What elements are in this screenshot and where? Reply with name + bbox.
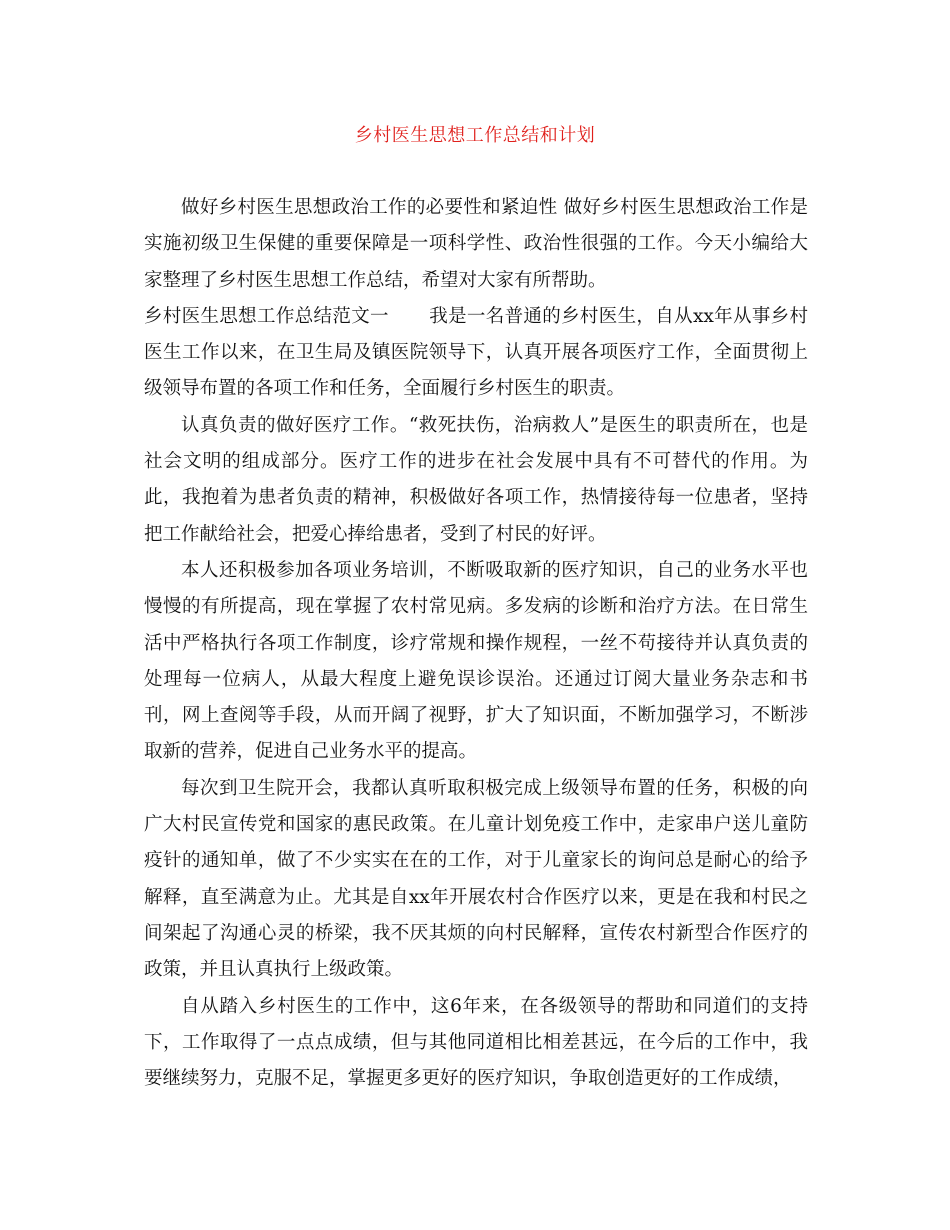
paragraph-meetings: 每次到卫生院开会，我都认真听取积极完成上级领导布置的任务，积极的向广大村民宣传党和国家的惠民政策。在儿童计划免疫工作中，走家串户送儿童防疫针的通知单，做了不少实实在在的工作，对于儿童家长的询问总是耐心的给予解释，直至满意为止。尤其是自xx年开展农村合作医疗以来，更是在我和村民之间架起了沟通心灵的桥梁，我不厌其烦的向村民解释，宣传农村新型合作医疗的政策，并且认真执行上级政策。: [144, 777, 808, 981]
paragraph-intro: 做好乡村医生思想政治工作的必要性和紧迫性 做好乡村医生思想政治工作是实施初级卫生保健的重要保障是一项科学性、政治性很强的工作。今天小编给大家整理了乡村医生思想工作总结，希望对大家有所帮助。: [144, 197, 808, 291]
paragraph-sample-one: [144, 299, 808, 408]
paragraph-training: 本人还积极参加各项业务培训，不断吸取新的医疗知识，自己的业务水平也慢慢的有所提高，现在掌握了农村常见病。多发病的诊断和治疗方法。在日常生活中严格执行各项工作制度，诊疗常规和操作规程，一丝不苟接待并认真负责的处理每一位病人，从最大程度上避免误诊误治。还通过订阅大量业务杂志和书刊，网上查阅等手段，从而开阔了视野，扩大了知识面，不断加强学习，不断涉取新的营养，促进自己业务水平的提高。: [144, 559, 808, 763]
section-heading: 乡村医生思想工作总结范文一: [144, 305, 389, 327]
paragraph-conclusion: 自从踏入乡村医生的工作中，这6年来，在各级领导的帮助和同道们的支持下，工作取得了一点点成绩，但与其他同道相比相差甚远，在今后的工作中，我要继续努力，克服不足，掌握更多更好的医疗知识，争取创造更好的工作成绩，: [144, 995, 808, 1090]
paragraph-medical-work: 认真负责的做好医疗工作。“救死扶伤，治病救人”是医生的职责所在，也是社会文明的组成部分。医疗工作的进步在社会发展中具有不可替代的作用。为此，我抱着为患者负责的精神，积极做好各项工作，热情接待每一位患者，坚持把工作献给社会，把爱心捧给患者，受到了村民的好评。: [144, 414, 808, 545]
document-title: 乡村医生思想工作总结和计划: [354, 125, 596, 146]
document-body: [144, 190, 808, 1097]
paragraph-sample-one-text: 我是一名普通的乡村医生，自从xx年从事乡村医生工作以来，在卫生局及镇医院领导下，认真开展各项医疗工作，全面贯彻上级领导布置的各项工作和任务，全面履行乡村医生的职责。: [144, 305, 808, 400]
